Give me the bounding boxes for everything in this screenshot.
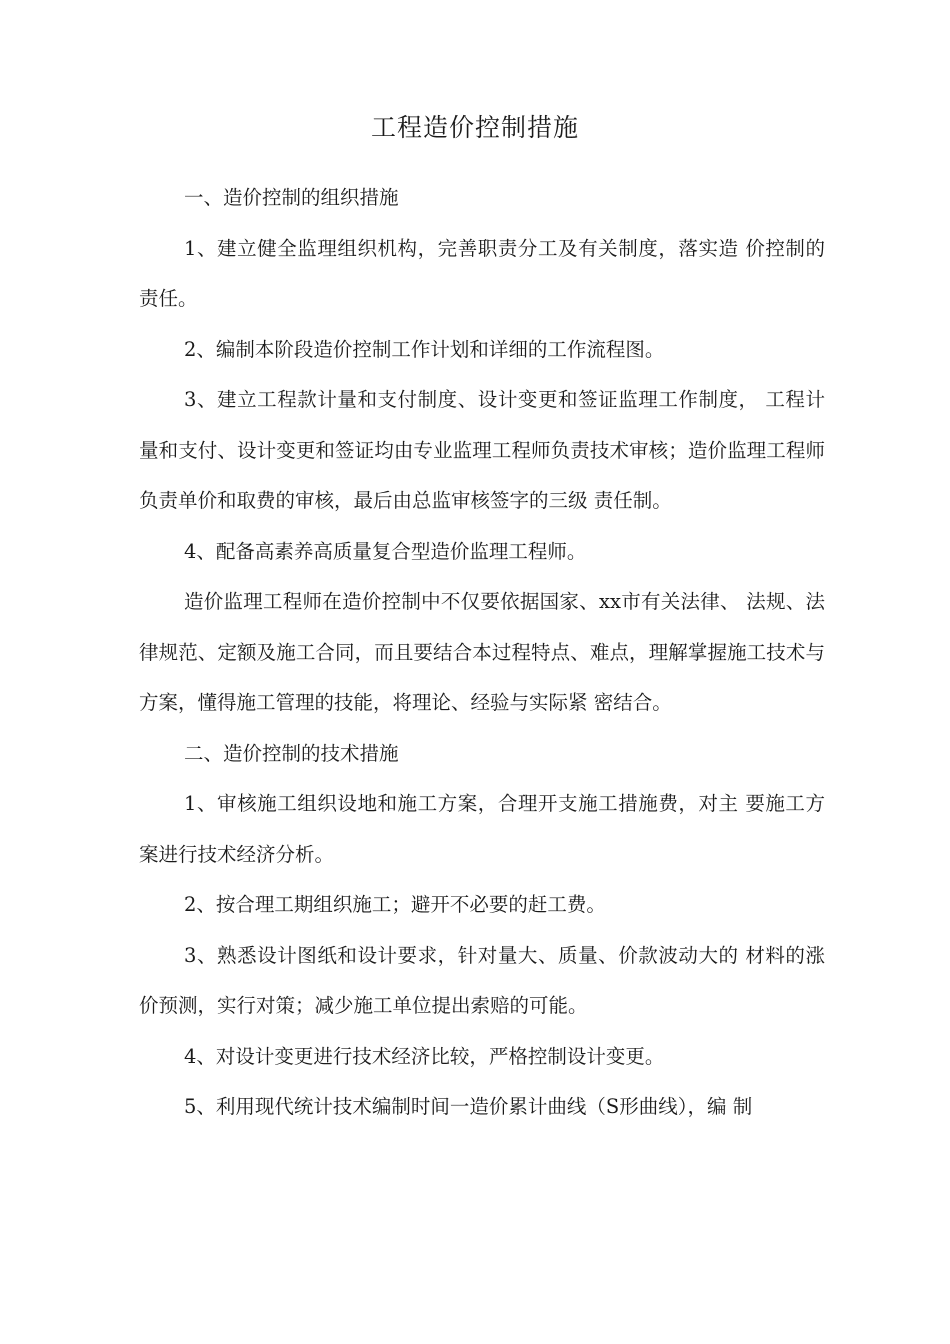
paragraph-org-3: 3、建立工程款计量和支付制度、设计变更和签证监理工作制度， 工程计量和支付、设计变更和签证均由专业监理工程师负责技术审核；造价监理工程师负责单价和取费的审核，最后由总监审核签字的三级 责任制。 bbox=[139, 388, 825, 512]
document-title: 工程造价控制措施 bbox=[370, 113, 579, 142]
section-heading-technical: 二、造价控制的技术措施 bbox=[184, 741, 399, 765]
paragraph-org-1: 1、建立健全监理组织机构，完善职责分工及有关制度，落实造 价控制的责任。 bbox=[139, 236, 825, 310]
document-body bbox=[139, 173, 825, 1133]
paragraph-org-engineer: 造价监理工程师在造价控制中不仅要依据国家、xx市有关法律、 法规、法律规范、定额及施工合同，而且要结合本过程特点、难点，理解掌握施工技术与方案，懂得施工管理的技能，将理论、经验与实际紧 密结合。 bbox=[139, 590, 825, 714]
paragraph-org-4: 4、配备高素养高质量复合型造价监理工程师。 bbox=[184, 539, 587, 563]
paragraph-tech-2: 2、按合理工期组织施工；避开不必要的赶工费。 bbox=[184, 893, 606, 916]
paragraph-tech-1: 1、审核施工组织设地和施工方案，合理开支施工措施费，对主 要施工方案进行技术经济分析。 bbox=[139, 792, 825, 866]
paragraph-org-2: 2、编制本阶段造价控制工作计划和详细的工作流程图。 bbox=[184, 337, 665, 361]
paragraph-tech-5: 5、利用现代统计技术编制时间一造价累计曲线（S形曲线），编 制 bbox=[184, 1095, 753, 1118]
paragraph-tech-4: 4、对设计变更进行技术经济比较，严格控制设计变更。 bbox=[184, 1044, 665, 1068]
paragraph-tech-3: 3、熟悉设计图纸和设计要求，针对量大、质量、价款波动大的 材料的涨价预测，实行对策；减少施工单位提出索赔的可能。 bbox=[139, 943, 825, 1017]
section-heading-organization: 一、造价控制的组织措施 bbox=[184, 186, 399, 209]
